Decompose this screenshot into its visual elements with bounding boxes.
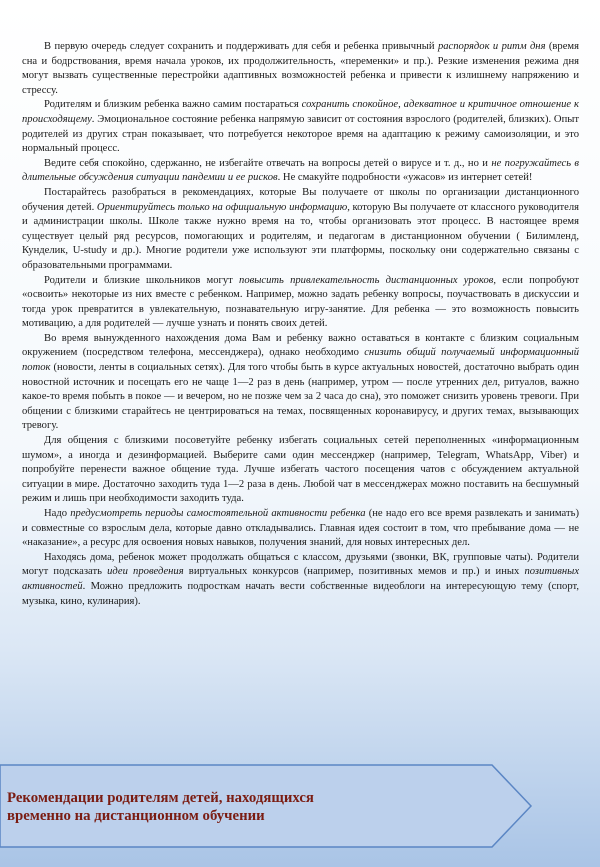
emphasis-text: идеи проведения xyxy=(107,566,184,578)
paragraph xyxy=(22,551,579,609)
emphasis-text: распорядок и ритм дня xyxy=(437,41,546,52)
text-run: (время сна и бодрствования, время начала уроков, их продолжительность, «переменки» и пр.). Резкие изменения режима дня могут вызвать существенные перестройки адаптивных возможностей ребенка и привести к излишнему напряжению и стрессу. xyxy=(22,41,579,96)
emphasis-text: предусмотреть периоды самостоятельной активности ребенка xyxy=(70,508,366,519)
article-body xyxy=(22,40,579,609)
text-run: Для общения с близкими посоветуйте ребенку избегать социальных сетей переполненных «информационным шумом», а иногда и дезинформацией. Выберите сами один мессенджер (например, Telegram, WhatsApp, Viber) и попробуйте перенести важное общение туда. Лучше избегать частого посещения чатов с обсуждением актуальной ситуации в мире. Достаточно заходить туда 1—2 раза в день. Любой чат в мессенджерах можно поставить на бесшумный режим и лишь при необходимости заходить туда. xyxy=(22,435,579,505)
text-run: , если попробуют «освоить» некоторые из них вместе с ребенком. Например, можно задать ребенку вопросы, поучаствовать в дискуссии и тогда урок превратится в увлекательную, познавательную игру-занятие. Для ребенка — это возможность повысить мотивацию, а для родителей — лучше узнать и понять своих детей. xyxy=(22,274,579,330)
text-run: В первую очередь следует сохранить и поддерживать для себя и ребенка привычный xyxy=(44,41,438,52)
banner-title-line-2: временно на дистанционном обучении xyxy=(7,808,265,824)
text-run: виртуальных конкурсов (например, позитивных мемов и пр.) и иных xyxy=(183,566,525,578)
paragraph xyxy=(22,274,579,332)
text-run: . Эмоциональное состояние ребенка напрямую зависит от состояния взрослого (родителей, близких). Опыт родителей из других стран показывает, что потребуется некоторое время на адаптацию к режиму самоизоляции, и это нормальный процесс. xyxy=(22,113,579,155)
paragraph xyxy=(22,157,579,186)
emphasis-text: Ориентируйтесь только на официальную информацию xyxy=(96,201,348,213)
paragraph xyxy=(22,332,579,434)
banner-title xyxy=(7,789,507,825)
text-run: . Можно предложить подросткам начать вести собственные видеоблоги на интересующую тему (спорт, музыка, кино, кулинария). xyxy=(22,580,579,607)
text-run: (новости, ленты в социальных сетях). Для того чтобы быть в курсе актуальных новостей, достаточно выбрать один новостной источник и посещать его не чаще 1—2 раз в день (например, утром — после утренних дел, ритуалов, важно какое-то время побыть в покое — и вечером, но не позже чем за 2 часа до сна), это поможет снизить уровень тревоги. При общении с близкими старайтесь не центрироваться на темах, посвященных коронавирусу, и других темах, вызывающих тревогу. xyxy=(22,362,579,432)
emphasis-text: не погружайтесь в длительные обсуждения ситуации пандемии и ее рисков xyxy=(22,157,580,184)
text-run: Родителям и близким ребенка важно самим постараться xyxy=(44,99,302,111)
paragraph xyxy=(22,507,579,551)
text-run: Во время вынужденного нахождения дома Вам и ребенку важно оставаться в контакте с близким социальным окружением (посредством телефона, мессенджера), однако необходимо xyxy=(22,332,579,359)
emphasis-text: сохранить спокойное, адекватное и критичное отношение к происходящему xyxy=(22,99,580,125)
text-run: Ведите себя спокойно, сдержанно, не избегайте отвечать на вопросы детей о вирусе и т. д., но и xyxy=(44,157,492,169)
text-run: Надо xyxy=(44,508,71,519)
paragraph xyxy=(22,40,579,98)
text-run: Постарайтесь разобраться в рекомендациях, которые Вы получаете от школы по организации дистанционного обучения детей. xyxy=(22,186,579,213)
emphasis-text: снизить общий получаемый информационный поток xyxy=(22,347,580,374)
text-run: Родители и близкие школьников могут xyxy=(44,274,240,286)
text-run: Находясь дома, ребенок может продолжать общаться с классом, друзьями (звонки, ВК, групповые чаты). Родители могут подсказать xyxy=(22,551,579,578)
text-run: (не надо его все время развлекать и занимать) и совместные со взрослым дела, которые давно откладывались. Главная идея состоит в том, что пребывание дома — не «наказание», а ресурс для освоения новых навыков, получения знаний, для новых интересных дел. xyxy=(22,508,579,549)
paragraph xyxy=(22,98,579,156)
emphasis-text: повысить привлекательность дистанционных уроков xyxy=(239,274,494,286)
banner-title-line-1: Рекомендации родителям детей, находящихся xyxy=(7,790,314,806)
text-run: . Не смакуйте подробности «ужасов» из интернет сетей! xyxy=(277,172,533,184)
text-run: , которую Вы получаете от классного руководителя и администрации школы. Школе также нужно время на то, чтобы организовать этот процесс. В настоящее время существует целый ряд ресурсов, помогающих и родителям, и педагогам в дистанционном обучении ( Билимленд, Кунделик, U-study и др.). Многие родители уже используют эти платформы, поскольку они содержательно связаны с образовательными программами. xyxy=(22,201,579,271)
emphasis-text: позитивных активностей xyxy=(22,566,580,592)
title-banner xyxy=(0,763,533,849)
paragraph xyxy=(22,186,579,274)
paragraph xyxy=(22,434,579,507)
